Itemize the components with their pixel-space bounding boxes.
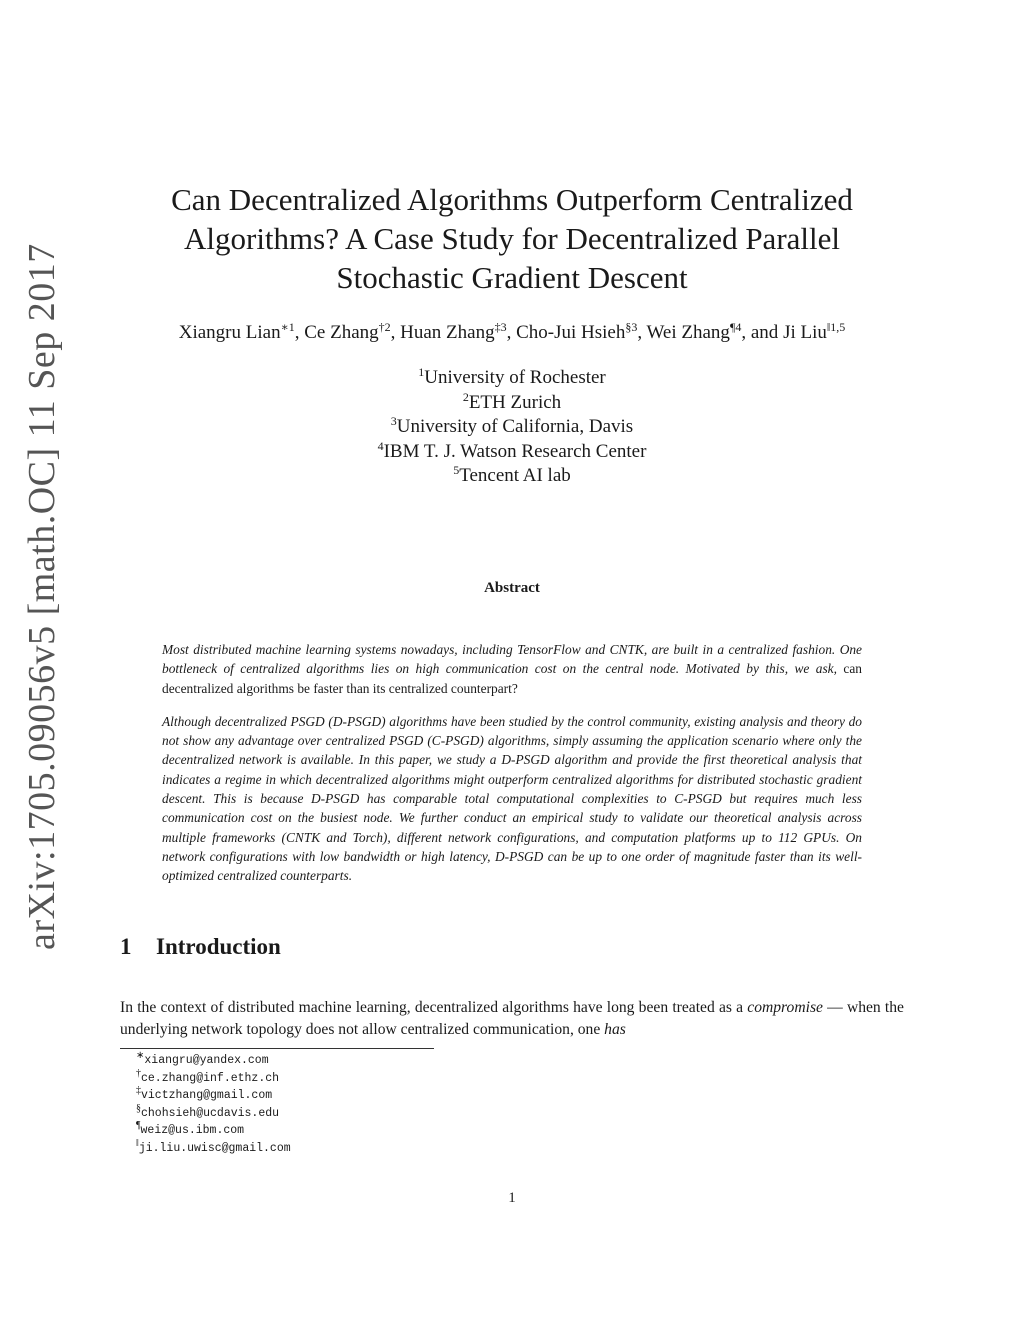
abstract-paragraph: Although decentralized PSGD (D-PSGD) algorithms have been studied by the control community, existing analysis and theory do not show any advantage over centralized PSGD (C-PSGD) algorithms, simply assuming the application scenario where only the decentralized network is available. In this paper, we study a D-PSGD algorithm and provide the first theoretical analysis that indicates a regime in which decentralized algorithms might outperform centralized algorithms for distributed stochastic gradient descent. This is because D-PSGD has comparable total computational complexities to C-PSGD but requires much less communication cost on the busiest node. We further conduct an empirical study to validate our theoretical analysis across multiple frameworks (CNTK and Torch), different network configurations, and computation platforms up to 112 GPUs. On network configurations with low bandwidth or high latency, D-PSGD can be up to one order of magnitude faster than its well-optimized centralized counterparts. — [162, 713, 862, 884]
author-mark: ‡3 — [494, 320, 507, 334]
footnote — [136, 1102, 291, 1123]
author-separator: , — [294, 322, 305, 343]
author-mark: ¶4 — [729, 320, 742, 334]
author-list — [60, 322, 964, 344]
footnote — [136, 1087, 291, 1105]
section-heading — [120, 934, 281, 960]
affiliation-name: Tencent AI lab — [459, 465, 571, 486]
footnote — [136, 1137, 291, 1158]
affiliation-name: ETH Zurich — [468, 391, 562, 413]
affiliation-name: University of California, Davis — [396, 416, 634, 437]
footnote-email: xiangru@yandex.com — [144, 1054, 269, 1067]
affiliation-name: University of Rochester — [424, 367, 606, 388]
abstract-body — [162, 640, 862, 900]
author-name: Xiangru Lian — [178, 322, 281, 343]
affiliation-mark: 1 — [418, 365, 425, 379]
footnote-email: chohsieh@ucdavis.edu — [141, 1106, 280, 1120]
affiliation-mark: 4 — [377, 438, 384, 453]
footnote-email: ji.liu.uwisc@gmail.com — [138, 1141, 291, 1155]
title-line: Can Decentralized Algorithms Outperform Centralized — [171, 182, 853, 217]
affiliation — [200, 415, 824, 440]
paper-title — [100, 180, 924, 297]
footnote — [136, 1052, 291, 1070]
intro-text: — when the underlying network topology does not allow centralized communication, one — [120, 999, 904, 1038]
abstract-heading: Abstract — [484, 580, 540, 596]
footnote-email: weiz@us.ibm.com — [140, 1124, 245, 1137]
footnote-mark: ∗ — [136, 1050, 145, 1061]
footnote — [136, 1067, 291, 1088]
intro-paragraph — [120, 997, 904, 1041]
arxiv-stamp: arXiv:1705.09056v5 [math.OC] 11 Sep 2017 — [21, 243, 63, 950]
footnote-rule — [120, 1048, 434, 1049]
footnote-mark: ¶ — [136, 1120, 141, 1131]
section-title: Introduction — [156, 934, 281, 959]
author-mark: ∗1 — [280, 320, 295, 334]
footnote — [136, 1122, 291, 1140]
author-mark: †2 — [378, 320, 391, 334]
intro-italic: has — [604, 1021, 626, 1038]
title-line: Stochastic Gradient Descent — [336, 260, 688, 295]
affiliation-mark: 3 — [390, 414, 397, 428]
footnote-email: ce.zhang@inf.ethz.ch — [141, 1071, 280, 1085]
abstract-question: can decentralized algorithms be faster than its centralized counterpart? — [162, 661, 862, 696]
intro-text: In the context of distributed machine learning, decentralized algorithms have long been treated as a — [120, 999, 748, 1016]
footnote-mark: § — [136, 1102, 141, 1114]
author-name: Ji Liu — [783, 322, 827, 343]
author-name: Huan Zhang — [400, 322, 495, 343]
abstract-paragraph — [162, 640, 862, 698]
affiliation — [200, 440, 824, 465]
author-separator: , and — [741, 322, 784, 343]
affiliation-name: IBM T. J. Watson Research Center — [383, 440, 647, 462]
affiliation — [200, 391, 824, 416]
section-number: 1 — [120, 934, 132, 959]
abstract-italic-text: Most distributed machine learning systems nowadays, including TensorFlow and CNTK, are built in a centralized fashion. One bottleneck of centralized algorithms lies on high communication cost on the central node. Motivated by this, we ask, — [162, 642, 862, 677]
footnotes — [136, 1052, 291, 1157]
author-name: Wei Zhang — [646, 322, 730, 343]
intro-body — [120, 997, 904, 1041]
footnote-mark: ‡ — [136, 1085, 141, 1096]
author-separator: , — [390, 322, 401, 343]
page-number: 1 — [508, 1190, 516, 1206]
author-separator: , — [637, 322, 647, 343]
footnote-mark: ‖ — [136, 1137, 139, 1149]
intro-italic: compromise — [747, 999, 823, 1016]
author-name: Ce Zhang — [304, 322, 379, 343]
affiliation-mark: 5 — [453, 463, 460, 477]
footnote-email: victzhang@gmail.com — [141, 1089, 273, 1102]
affiliation-mark: 2 — [462, 389, 469, 404]
footnote-mark: † — [136, 1067, 141, 1079]
title-line: Algorithms? A Case Study for Decentralized Parallel — [184, 221, 840, 256]
author-mark: §3 — [625, 320, 638, 334]
affiliation-list — [200, 366, 824, 489]
author-name: Cho-Jui Hsieh — [516, 322, 626, 343]
affiliation — [200, 366, 824, 391]
affiliation — [200, 464, 824, 489]
author-mark: ‖1,5 — [826, 320, 846, 334]
author-separator: , — [506, 322, 517, 343]
